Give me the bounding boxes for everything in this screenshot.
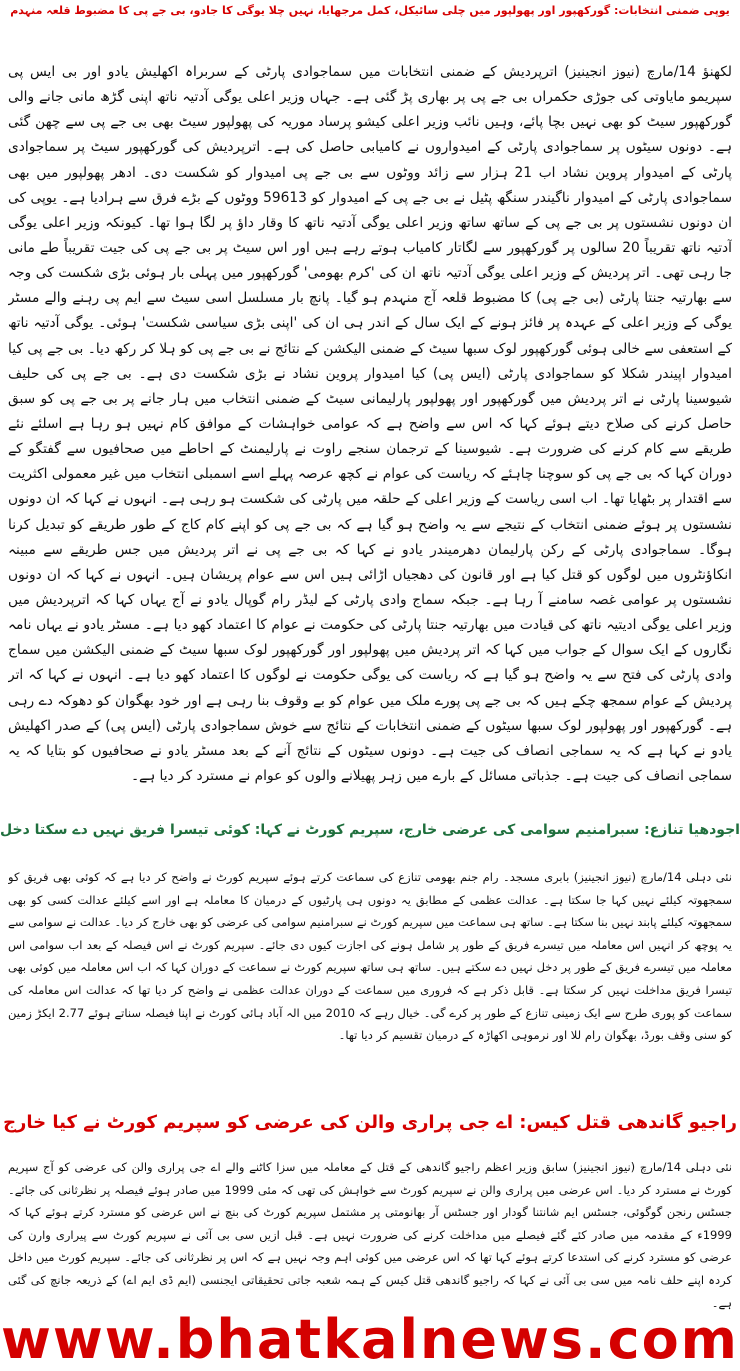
story-1-body: لکھنؤ 14/مارچ (نیوز انجینیز) اترپردیش کے ضمنی انتخابات میں سماجوادی پارٹی کے سربراہ اکھلیش یادو اور بی ایس پی سپریمو مایاوتی کی جوڑی حکمراں بی جے پی پر بھاری پڑ گئی ہے۔ جہاں وزیر اعلی یوگی آدتیہ ناتھ اپنی گڑھ مانی جانے والی گورکھپور سیٹ کو بھی نہیں بچا پائے، وہیں نائب وزیر اعلی کیشو پرساد موریہ کی پھولپور سیٹ بھی بی جے پی سے چھن گئی ہے۔ دونوں سیٹوں پر سماجوادی پارٹی کے امیدواروں نے کامیابی حاصل کی ہے۔ اترپردیش کی گورکھپور سیٹ پر سماجوادی پارٹی کے امیدوار پروین نشاد اب 21 ہزار سے زائد ووٹوں سے بی جے پی امیدوار کو شکست دی۔ ادھر پھولپور میں بھی سماجوادی پارٹی کے امیدوار ناگیندر سنگھ پٹیل نے بی جے پی کے امیدوار کو 59613 ووٹوں کے بڑے فرق سے ہرادیا ہے۔ یوپی کی ان دونوں نشستوں پر بی جے پی کے ساتھ ساتھ وزیر اعلی یوگی آدتیہ ناتھ کا وقار داؤ پر لگا ہوا تھا۔ کیونکہ وزیر اعلی یوگی آدتیہ ناتھ تقریباً 20 سالوں پر گورکھپور سے لگاتار کامیاب ہوتے رہے ہیں اور اس سیٹ پر بی جے پی کی جیت تقریباً طے مانی جا رہی تھی۔ اتر پردیش کے وزیر اعلی یوگی آدتیہ ناتھ ان کی 'کرم بھومی' گورکھپور میں پہلی بار ہوئی بڑی شکست کی وجہ سے بھارتیہ جنتا پارٹی (بی جے پی) کا مضبوط قلعہ آج منہدم ہو گیا۔ پانچ بار مسلسل اسی سیٹ سے ایم پی رہنے والے مسٹر یوگی کے وزیر اعلی کے عہدہ پر فائز ہونے کے ایک سال کے اندر ہی ان کی 'اپنی بڑی سیاسی شکست' ہوئی۔ یوگی آدتیہ ناتھ کے استعفی سے خالی ہوئی گورکھپور لوک سبھا سیٹ کے ضمنی الیکشن کے نتائج نے بی جے پی کو ہلا کر رکھ دیا۔ بی جے پی کیا امیدوار اپیندر شکلا کو سماجوادی پارٹی (ایس پی) کیا امیدوار پروین نشاد نے بڑی شکست دی ہے۔ بی جے پی کی حلیف شیوسینا پارٹی نے اتر پردیش میں گورکھپور اور پھولپور پارلیمانی سیٹ کے ضمنی انتخاب میں ہار جانے پر بی جے پی کو سبق حاصل کرنے کی صلاح دیتے ہوئے کہا کہ اس سے واضح ہے کہ عوامی خواہشات کے موافق کام نہیں ہو رہا ہے اسلئے نئے طریقے سے کام کرنے کی ضرورت ہے۔ شیوسینا کے ترجمان سنجے راوت نے پارلیمنٹ کے احاطے میں صحافیوں سے گفتگو کے دوران کہا کہ بی جے پی کو سوچنا چاہئے کہ ریاست کی عوام نے کچھ عرصہ پہلے اسے اسمبلی انتخاب میں غیر معمولی اکثریت سے اقتدار پر بٹھایا تھا۔ اب اسی ریاست کے وزیر اعلی کے حلقہ میں پارٹی کی شکست ہو رہی ہے۔ انہوں نے کہا کہ ان دونوں نشستوں پر ہوئے ضمنی انتخاب کے نتیجے سے یہ واضح ہو گیا ہے کہ بی جے پی کو اپنے کام کاج کے طور طریقے کو تبدیل کرنا ہوگا۔ سماجوادی پارٹی کے رکن پارلیمان دھرمیندر یادو نے کہا کہ بی جے پی نے اتر پردیش میں جس طریقے سے مبینہ انکاؤنٹروں میں لوگوں کو قتل کیا ہے اور قانون کی دھجیاں اڑائی ہیں اس سے عوام پریشان ہیں۔ انہوں نے کہا کہ ان دونوں نشستوں پر عوامی غصہ سامنے آ رہا ہے۔ جبکہ سماج وادی پارٹی کے لیڈر رام گوپال یادو نے آج یہاں کہا کہ اترپردیش میں وزیر اعلی یوگی ادیتیہ ناتھ کی قیادت میں بھارتیہ جنتا پارٹی کی حکومت نے عوام کا اعتماد کھو دیا ہے۔ مسٹر یادو نے یہاں نامہ نگاروں کے ایک سوال کے جواب میں کہا کہ اتر پردیش میں پھولپور اور گورکھپور لوک سبھا سیٹ کے ضمنی الیکشن میں سماج وادی پارٹی کی فتح سے یہ واضح ہو گیا ہے کہ ریاست کی یوگی حکومت نے لوگوں کا اعتماد کھو دیا ہے۔ انہوں نے کہا کہ اتر پردیش کے عوام سمجھ چکے ہیں کہ بی جے پی پورے ملک میں عوام کو بے وقوف بنا رہی ہے اور خود بھگوان کو دھوکہ دے رہی ہے۔ گورکھپور اور پھولپور لوک سبھا سیٹوں کے ضمنی انتخابات کے نتائج سے خوش سماجوادی پارٹی (ایس پی) کے صدر اکھلیش یادو نے کہا ہے کہ یہ سماجی انصاف کی جیت ہے۔ دونوں سیٹوں کے نتائج آنے کے بعد مسٹر یادو نے صحافیوں کو بتایا کہ یہ سماجی انصاف کی جیت ہے۔ جذباتی مسائل کے بارے میں زہر پھیلانے والوں کو عوام نے مسترد کر دیا ہے۔ (8, 64, 732, 784)
story-3-headline: راجیو گاندھی قتل کیس: اے جی پراری والن کی عرضی کو سپریم کورٹ نے کیا خارج (3, 1112, 737, 1133)
footer-website-url: www.bhatkalnews.com (1, 1308, 739, 1371)
story-2-body: نئی دہلی 14/مارچ (نیوز انجینیز) بابری مسجد۔ رام جنم بھومی تنازع کی سماعت کرتے ہوئے سپریم کورٹ نے واضح کر دیا ہے کہ کوئی بھی فریق کو سمجھوتہ کیلئے نہیں کہا جا سکتا ہے۔ عدالت عظمی کے مطابق یہ دونوں ہی پارٹیوں کے درمیان کا معاملہ ہے اور اسے کیلئے عدالت کسی کو بھی سمجھوتہ کیلئے پابند نہیں بنا سکتا ہے۔ ساتھ ہی سماعت میں سپریم کورٹ نے سبرامنیم سوامی کی عرضی کو بھی خارج کر دیا۔ عدالت نے سوامی سے یہ پوچھ کر انہیں اس معاملہ میں تیسرے فریق کے طور پر شامل ہونے کی اجازت کیوں دی جائے۔ سپریم کورٹ نے اس فیصلہ کے بعد اب سوامی اس معاملہ میں تیسرے فریق کے طور پر دخل نہیں دے سکتے ہیں۔ ساتھ ہی ساتھ سپریم کورٹ نے سماعت کے دوران کہا کہ اب اس معاملہ میں کوئی بھی تیسرا فریق مداخلت نہیں کر سکتا ہے۔ قابل ذکر ہے کہ فروری میں سماعت کے دوران عدالت عظمی نے واضح کر دیا تھا کہ عدالت اس معاملہ کی سماعت کو پوری طرح سے ایک زمینی تنازع کے طور پر کرے گی۔ خیال رہے کہ 2010 میں الہ آباد ہائی کورٹ نے اپنا فیصلہ سناتے ہوئے 2.77 ایکڑ زمین کو سنی وقف بورڈ، بھگوان رام للا اور نرموہی اکھاڑہ کے درمیان تقسیم کر دیا تھا۔ (8, 870, 732, 1043)
story-2-headline: اجودھیا تنازع: سبرامنیم سوامی کی عرضی خارج، سپریم کورٹ نے کہا: کوئی تیسرا فریق نہیں دے سکتا دخل (0, 822, 740, 838)
story-1-headline: یوپی ضمنی انتخابات: گورکھپور اور پھولپور میں چلی سائیکل، کمل مرجھایا، نہیں چلا یوگی کا جادو، بی جے پی کا مضبوط قلعہ منہدم (10, 4, 730, 17)
story-3-body: نئی دہلی 14/مارچ (نیوز انجینیز) سابق وزیر اعظم راجیو گاندھی کے قتل کے معاملہ میں سزا کاٹنے والے اے جی پراری والن کی عرضی کو آج سپریم کورٹ نے مسترد کر دیا۔ اس عرضی میں پراری والن نے سپریم کورٹ سے خواہش کی تھی کہ مئی 1999 میں صادر ہوئے فیصلہ پر نظرثانی کی جائے۔ جسٹس رنجن گوگوئی، جسٹس ایم شانتنا گودار اور جسٹس آر بھانومتی پر مشتمل سپریم کورٹ کی بنچ نے اس عرضی کو مسترد کرتے ہوئے کہا کہ 1999ء کے مقدمہ میں صادر کئے گئے فیصلے میں مداخلت کرنے کی ضرورت نہیں ہے۔ قبل ازیں سی بی آئی نے سپریم کورٹ سے پیراری وارن کی عرضی کو مسترد کرنے کی استدعا کرتے ہوئے کہا تھا کہ اس عرضی میں کوئی اہم وجہ نہیں ہے کہ اس پر نظرثانی کی جائے۔ سپریم کورٹ میں داخل کردہ اپنے حلف نامہ میں سی بی آئی نے کہا کہ راجیو گاندھی قتل کیس کے ہمہ شعبہ جاتی تحقیقاتی ایجنسی (ایم ڈی ایم اے) کے ذریعہ جانچ کی گئی ہے۔ (8, 1160, 732, 1310)
